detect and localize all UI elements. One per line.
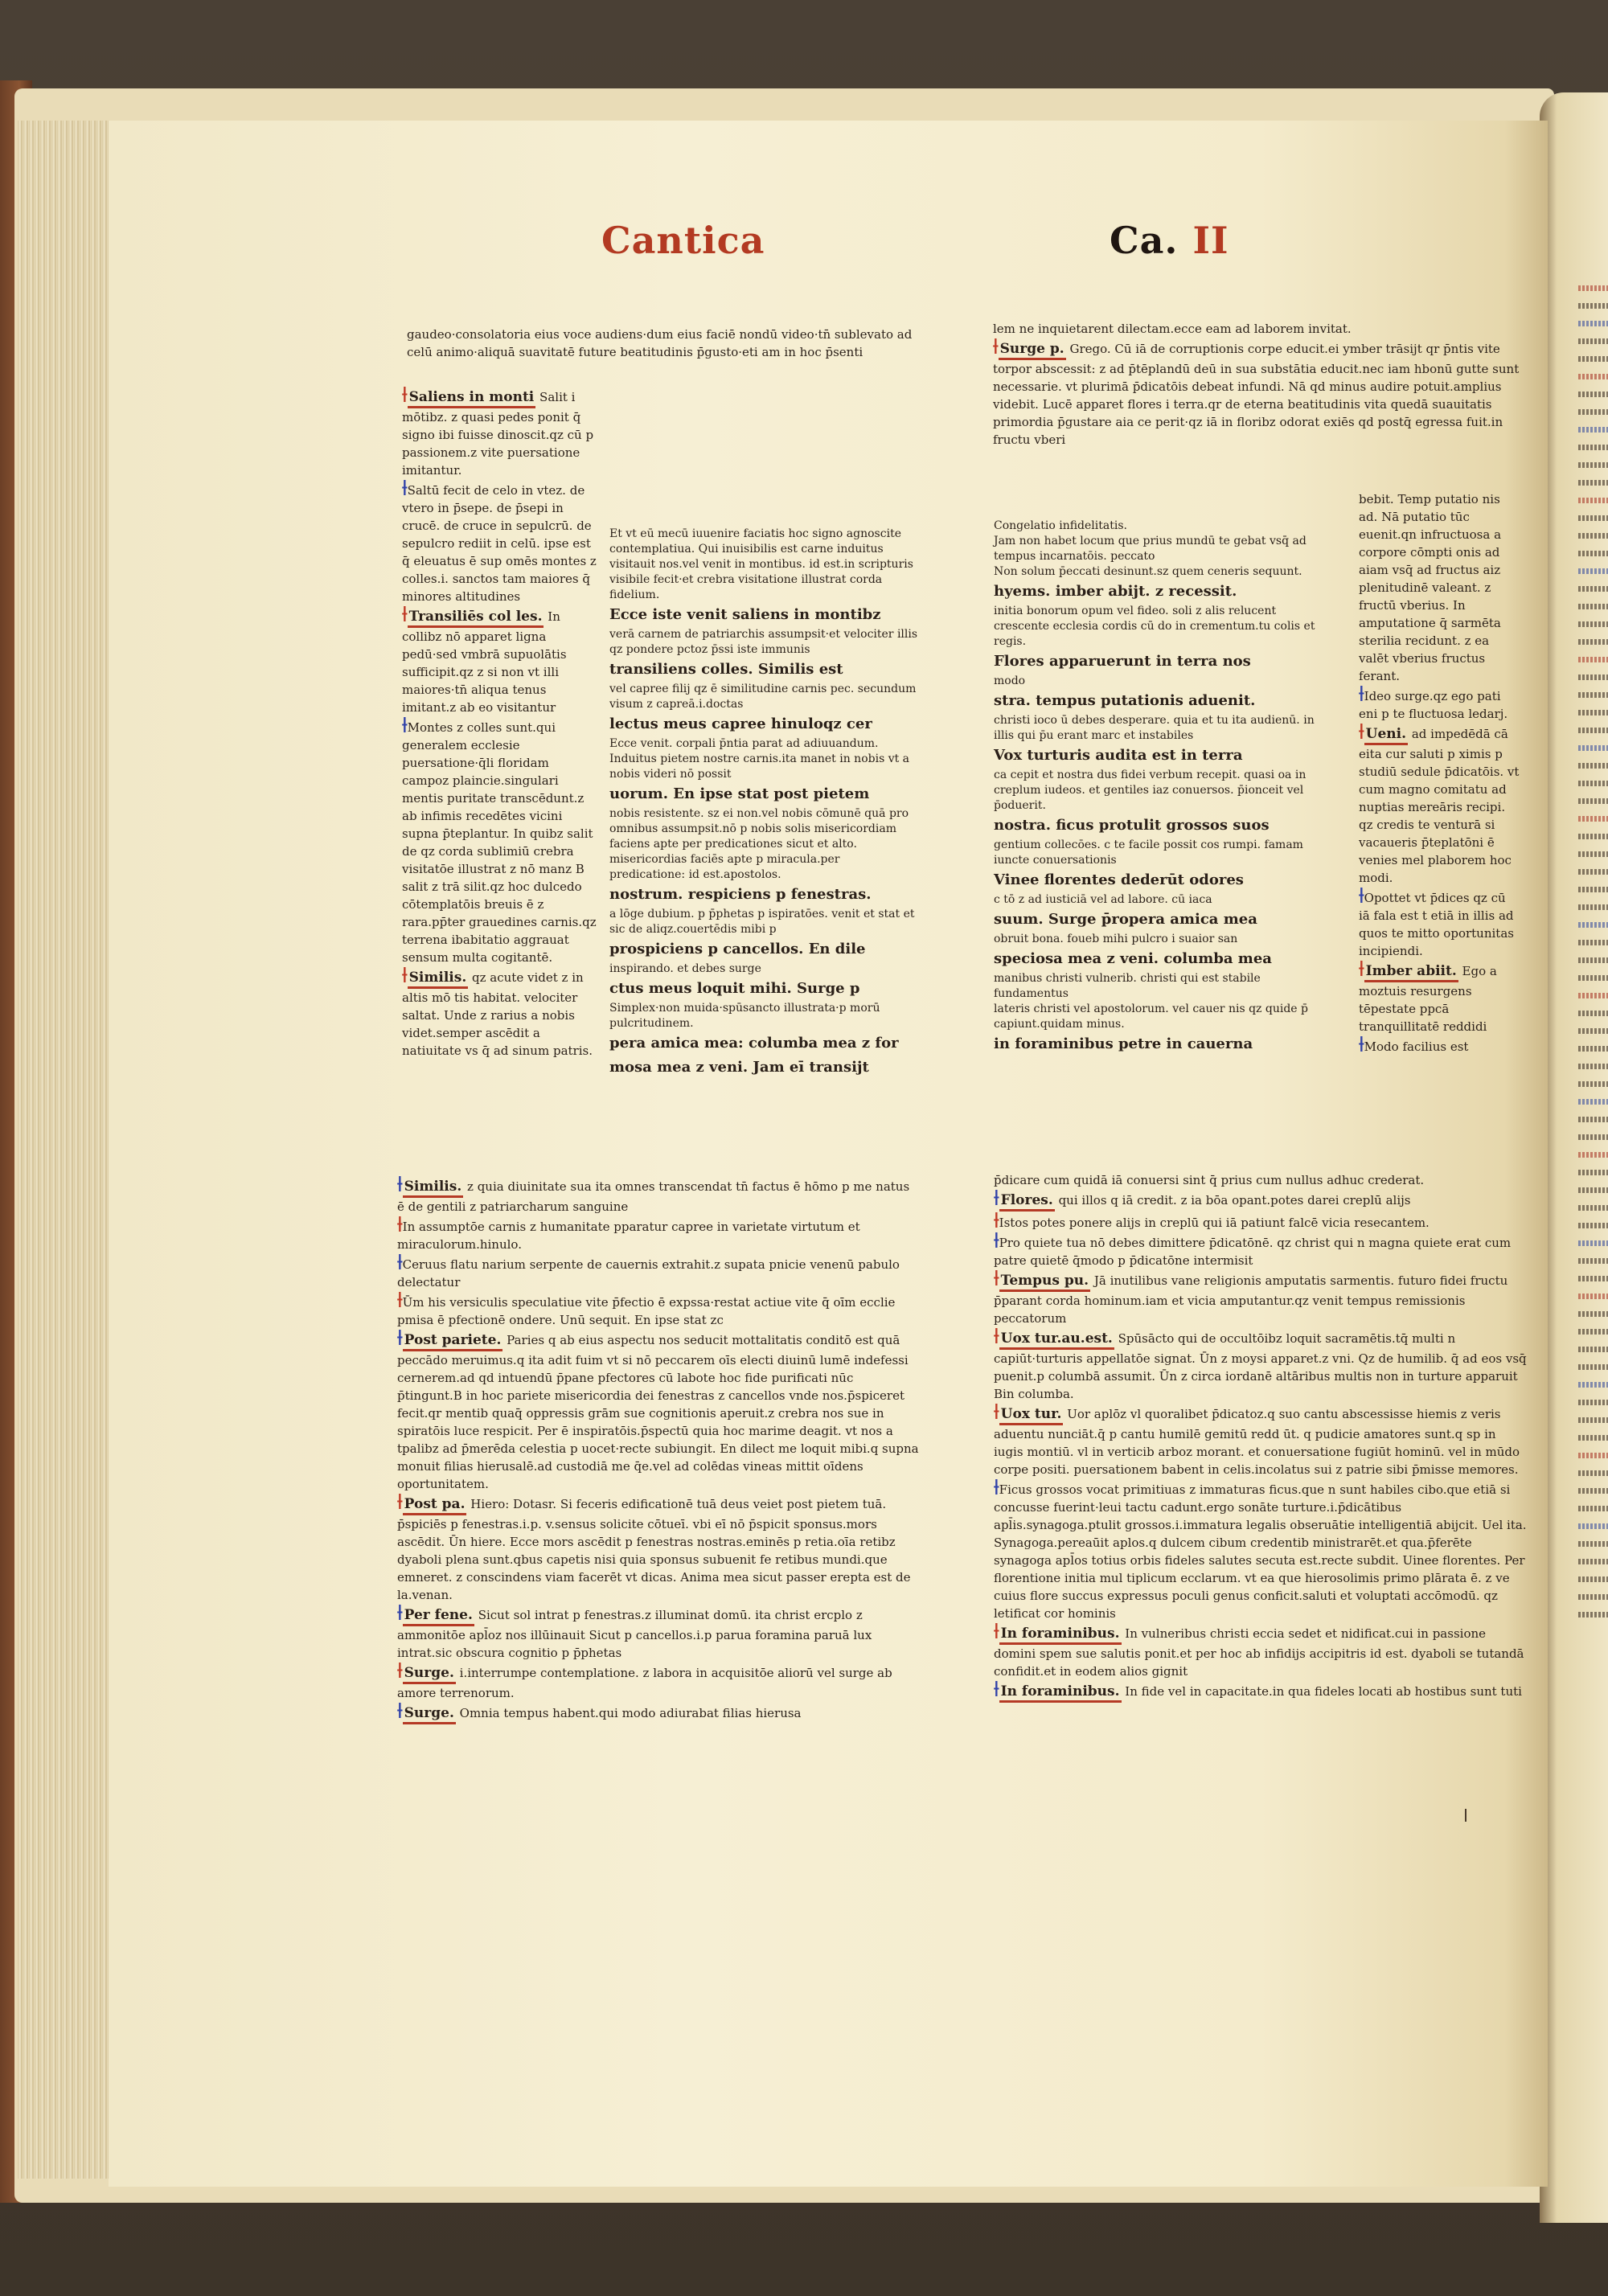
gloss-text: i.interrumpe contemplatione. z labora in acquisitōe aliorū vel surge ab amore terrenorum. (397, 1666, 892, 1700)
running-title-left (601, 219, 765, 262)
blue-initial: ⟊ (994, 1228, 999, 1253)
gloss-text: Ficus grossos vocat primitiuas z immaturas ficus.que n sunt habiles cibo.que etiā si concusse fuerint·leui tactu cadunt.ergo sonāte turture.i.p̄dicātibus apl̄is.synagoga.ptulit grossos.i.immatura legalis obseruātie intelligentiā abijcit. Uel ita. Synagoga.pereaūit aplos.q dulcem cibum credentib ministrarēt.et qua.p̄ferēte synagoga apl̄os totius orbis fideles salutes secuta est.recte subdit. Uinee florentes. Per florentione initia mul tiplicum ecclarum. vt ea que hierosolimis primo plārata ē. z ve cuius flore succus expressus poculi genus conficit.saluti et voluptati accōmodū. qz letificat cor hominis (994, 1482, 1527, 1621)
gloss-lemma: Surge. (403, 1704, 456, 1724)
main-text-column-left (609, 527, 919, 1080)
gloss-text: Salit i mōtibz. z quasi pedes ponit q̄ signo ibi fuisse dinoscit.qz cū p passionem.z vite puersatione imitantur. (402, 390, 594, 478)
interlinear-gloss: lateris christi vel apostolorum. vel cauer nis qz quide p̄ capiunt.quidam minus. (994, 1002, 1308, 1031)
gloss-text: In vulneribus christi eccia sedet et nidificat.cui in passione domini spem sue salutis ponit.et per hoc ab infidijs accipitris id est. dyaboli se tutandā confidit.et in eodem alios gignit (994, 1626, 1524, 1679)
gloss-lemma: Saliens in monti (408, 388, 536, 408)
main-text-line: nostrum. respiciens p fenestras. (609, 886, 872, 903)
main-text-line: suum. Surge p̄ropera amica mea (994, 911, 1257, 928)
gloss-text: Opottet vt p̄dices qz cū iā fala est t etiā in illis ad quos te mitto oportunitas incipiendi. (1359, 891, 1514, 958)
interlinear-gloss: Non solum p̄eccati desinunt.sz quem ceneris sequunt. (994, 565, 1302, 578)
main-text-line: mosa mea z veni. Jam eī transijt (609, 1059, 869, 1076)
gloss-text: Saltū fecit de celo in vtez. de vtero in p̄sepe. de p̄sepi in crucē. de cruce in sepulcrū. de sepulcro rediit in celū. ipse est q̄ eleuatus ē sup omēs montes z colles.i. sanctos tam maiores q̄ minores altitudines (402, 483, 597, 604)
gloss-text: Hiero: Dotasr. Si feceris edificationē tuā deus veiet post pietem tuā. p̄spiciēs p fenestras.i.p. v.sensus solicite cōtueī. vbi eī nō p̄spicit sponsus.mors ascēdit. Ūn hiere. Ecce mors ascēdit p fenestras nostras.eminēs p retia.oīa retibz dyaboli plena sunt.qbus capetis nisi quia sponsus subuenit fe retibus mundi.que emneret. z conscindens viam facerēt vt dicas. Anima mea sicut passer erepta est de la.venan. (397, 1497, 911, 1602)
gloss-paragraph (994, 1324, 1528, 1403)
gloss-paragraph (397, 1212, 920, 1253)
gloss-paragraph (402, 713, 599, 966)
interlinear-gloss: a lōge dubium. p p̄phetas p ispiratōes. venit et stat et sic de aliqz.couertēdis mibi p (609, 908, 915, 936)
gloss-text: Ūm his versiculis speculatiue vite p̄fectio ē expssa·restat actiue vite q̄ oīm ecclie pmisa ē pfectionē ondere. Unū sequit. En ipse stat zc (397, 1295, 896, 1327)
gloss-text: z quia diuinitate sua ita omnes transcendat tn̄ factus ē hōmo p me natus ē de gentili z patriarcharum sanguine (397, 1179, 910, 1214)
gloss-paragraph (397, 1250, 920, 1291)
interlinear-gloss: Et vt eū mecū iuuenire faciatis hoc signo agnoscite contemplatiua. Qui inuisibilis est carne induitus visitauit nos.vel venit in montibus. id est.in scripturis visibile fecit·et crebra visitatione illustrat corda fidelium. (609, 527, 913, 601)
blue-initial: ⟊ (397, 1250, 403, 1274)
gloss-text: Sicut sol intrat p fenestras.z illuminat domū. ita christ ercplo z ammonitōe apl̄oz nos illūinauit Sicut p cancellos.i.p parua foramina paruā lux intrat.sic obscura cognitio p p̄phetas (397, 1608, 872, 1660)
red-initial: ⟊ (397, 1658, 403, 1683)
main-text-column-right (994, 519, 1319, 1056)
gloss-paragraph (994, 1266, 1528, 1327)
gloss-lemma: Post pariete. (403, 1331, 503, 1351)
blue-initial: ⟊ (994, 1475, 999, 1499)
interlinear-gloss: Simplex·non muida·spūsancto illustrata·p morū pulcritudinem. (609, 1002, 880, 1030)
main-text-line: ctus meus loquit mihi. Surge p (609, 980, 860, 997)
gloss-lemma: Similis. (403, 1178, 464, 1198)
red-initial: ⟊ (397, 1212, 403, 1236)
interlinear-gloss: obruit bona. foueb mihi pulcro i suaior san (994, 933, 1238, 945)
red-initial: ⟊ (1359, 957, 1364, 981)
gloss-lemma: Uox tur. (999, 1405, 1064, 1425)
gloss-lemma: Surge p. (999, 340, 1066, 360)
red-initial: ⟊ (397, 1288, 403, 1312)
interlinear-gloss: Ecce venit. corpali p̄ntia parat ad adiuuandum. Induitus pietem nostre carnis.ita manet in nobis vt a nobis videri nō possit (609, 737, 910, 781)
gloss-paragraph (994, 1171, 1528, 1189)
main-text-line: pera amica mea: columba mea z for (609, 1035, 899, 1052)
gloss-text: Montes z colles sunt.qui generalem ecclesie puersatione·q̄li floridam campoz plaincie.singulari mentis puritate transcēdunt.z ab infimis recedētes vicini supna p̄teplantur. In quibz salit de qz corda sublimiū crebra visitatōe illustrat z nō manz B salit z trā silit.qz hoc dulcedo cōtemplatōis breuis ē z rara.pp̄ter grauedines carnis.qz terrena ibabitatio aggrauat sensum multa cogitantē. (402, 720, 597, 965)
main-text-line: prospiciens p cancellos. En dile (609, 941, 866, 957)
main-text-line: Vinee florentes dederūt odores (994, 871, 1244, 888)
red-initial: ⟊ (402, 383, 408, 407)
main-text-line: Vox turturis audita est in terra (994, 747, 1243, 764)
red-initial: ⟊ (1359, 720, 1364, 744)
gloss-paragraph (1359, 1032, 1520, 1056)
chapter-numeral: II (1192, 219, 1229, 262)
gloss-text: Spūsācto qui de occultōibz loquit sacramētis.tq̄ multi n capiūt·turturis appellatōe signat. Ūn z moysi apparet.z vni. Qz de humilib. q̄ ad eos vsq̄ puenit.p columbā assumit. Ūn z circa iordanē altāribus multis non in turture apparuit Bin columba. (994, 1331, 1527, 1401)
red-initial: ⟊ (402, 963, 408, 987)
gloss-top-right (993, 320, 1528, 449)
gloss-paragraph (993, 320, 1528, 338)
gloss-lemma: Tempus pu. (999, 1272, 1090, 1292)
gloss-paragraph (397, 1658, 920, 1702)
interlinear-gloss: modo (994, 674, 1026, 687)
interlinear-gloss: gentium collecōes. c te facile possit cos rumpi. famam iuncte conuersationis (994, 838, 1303, 867)
gloss-paragraph (1359, 884, 1520, 960)
gloss-text: Pro quiete tua nō debes dimittere p̄dicatōnē. qz christ qui n magna quiete erat cum patre quietē q̄modo p p̄dicatōne intermisit (994, 1236, 1512, 1268)
interlinear-gloss: inspirando. et debes surge (609, 962, 761, 975)
gloss-paragraph (397, 1699, 920, 1724)
main-text-line: in foraminibus petre in cauerna (994, 1035, 1253, 1052)
gloss-paragraph (402, 602, 599, 716)
gloss-paragraph (397, 1288, 920, 1329)
gloss-paragraph (994, 1400, 1528, 1478)
gloss-paragraph (994, 1619, 1528, 1680)
gloss-text: Grego. Cū iā de corruptionis corpe educit.ei ymber trāsijt qr p̄ntis vite torpor abscessit: z ad p̄tēplandū deū in sua substātia educit.nec iam hbonū gutte sunt necessarie. vt plurimā p̄dicatōis debeat infundi. Nā qd minus audire potuit.amplius videbit. Lucē apparet flores i terra.qr de eterna beatitudinis vita quedā suauitatis primordia p̄gustare aia ce perit·qz iā in floribz odorat exiēs qd postq̄ egressa fuit.in fructu vberi (993, 342, 1520, 447)
gloss-text: In fide vel in capacitate.in qua fideles locati ab hostibus sunt tuti (1125, 1684, 1522, 1699)
blue-initial: ⟊ (994, 1677, 999, 1701)
gloss-lemma: In foraminibus. (999, 1625, 1122, 1645)
gloss-lemma: Similis. (408, 969, 469, 989)
gloss-paragraph (402, 476, 599, 605)
blue-initial: ⟊ (397, 1699, 403, 1723)
main-text-line: lectus meus capree hinuloqz cer (609, 715, 872, 732)
gloss-bottom-left (397, 1172, 920, 1724)
red-initial: ⟊ (994, 1619, 999, 1643)
blue-initial: ⟊ (397, 1326, 403, 1350)
gloss-middle-right (1359, 490, 1520, 1056)
interlinear-gloss: manibus christi vulnerib. christi qui est stabile fundamentus (994, 972, 1261, 1000)
gloss-paragraph (397, 1601, 920, 1662)
blue-initial: ⟊ (1359, 884, 1364, 908)
interlinear-gloss: ca cepit et nostra dus fidei verbum recepit. quasi oa in creplum iudeos. et gentiles iaz conuersos. p̄ionceit vel p̄oduerit. (994, 769, 1306, 812)
interlinear-gloss: Congelatio infidelitatis. (994, 519, 1127, 532)
gloss-text: Uor aplōz vl quoralibet p̄dicatoz.q suo cantu abscessisse hiemis z veris aduentu nunciāt.q̄ p cantu humilē gemitū redd ūt. q pudicie amatores sunt.q sp in iugis montiū. vl in verticib arboz morant. et conuersatione fugiūt hominū. vel in mūdo corpe positi. puersationem babent in celis.incolatus sui z patrie sibi p̄misse memores. (994, 1407, 1520, 1477)
gloss-paragraph (993, 334, 1528, 449)
main-text-line: transiliens colles. Similis est (609, 661, 843, 678)
gloss-text: qz acute videt z in altis mō tis habitat. velociter saltat. Unde z rarius a nobis videt.semper ascēdit a natiuitate vs q̄ ad sinum patris. (402, 970, 593, 1058)
gloss-text: p̄dicare cum quidā iā conuersi sint q̄ prius cum nullus adhuc crederat. (994, 1173, 1425, 1187)
gloss-lemma: Flores. (999, 1191, 1055, 1212)
red-initial: ⟊ (994, 1208, 999, 1232)
gloss-lemma: Imber abiit. (1364, 962, 1458, 982)
interlinear-gloss: initia bonorum opum vel fideo. soli z alis relucent crescente ecclesia cordis cū do in crementum.tu colis et regis. (994, 605, 1315, 648)
gloss-text: Ceruus flatu narium serpente de cauernis extrahit.z supata pnicie venenū pabulo delectatur (397, 1257, 900, 1289)
gloss-text: Paries q ab eius aspectu nos seducit mottalitatis conditō est quā peccādo meruimus.q ita adit fuim vt si nō peccarem oīs electi diuinū lumē indefessi cernerem.ad qd intuendū p̄pane pfectores cū labote hoc fide purificati nūc p̄tingunt.B in hoc pariete misericordia dei fenestras z cancellos vnde nos.p̄spiceret fecit.qr mentib quaq̄ oppressis grām sue cognitionis aperuit.z crebra nos sue in spiratōis luce respicit. Per ē inspiratōis.p̄spectū quia hoc marime deagit. vt nos a tpalibz ad p̄merēda celestia p uocet·recte subiungit. En dilect me loquit mibi.q supna monuit filias hierusalē.ad custodiā me q̄e.vel ad colēdas vineas mittit oīdens oportunitatem. (397, 1333, 919, 1491)
gloss-text: qui illos q iā credit. z ia bōa opant.potes darei creplū alijs (1058, 1193, 1411, 1207)
gloss-lemma: Per fene. (403, 1606, 474, 1626)
gloss-lemma: Surge. (403, 1664, 456, 1684)
interlinear-gloss: christi ioco ū debes desperare. quia et tu ita audienū. in illis qui p̄u erant marc et instabiles (994, 714, 1315, 742)
gloss-paragraph (994, 1228, 1528, 1269)
gloss-bottom-right (994, 1171, 1528, 1703)
gloss-text: In assumptōe carnis z humanitate pparatur capree in varietate virtutum et miraculorum.hinulo. (397, 1220, 860, 1252)
gloss-paragraph (397, 1172, 920, 1216)
gloss-lemma: Transiliēs col les. (408, 608, 544, 628)
blue-initial: ⟊ (1359, 682, 1364, 706)
blue-initial: ⟊ (402, 713, 408, 737)
gloss-text: Omnia tempus habent.qui modo adiurabat filias hierusa (459, 1706, 802, 1720)
gloss-lemma: Ueni. (1364, 725, 1408, 745)
main-text-line: speciosa mea z veni. columba mea (994, 950, 1272, 967)
gloss-paragraph (1359, 957, 1520, 1035)
blue-initial: ⟊ (397, 1601, 403, 1625)
running-title-right (1110, 219, 1229, 262)
interlinear-gloss: vel capree filij qz ē similitudine carnis pec. secundum visum z capreā.i.doctas (609, 683, 917, 711)
red-initial: ⟊ (994, 1324, 999, 1348)
main-text-line: uorum. En ipse stat post pietem (609, 785, 870, 802)
blue-initial: ⟊ (1359, 1032, 1364, 1056)
gloss-text: Ideo surge.qz ego pati eni p te fluctuosa ledarj. (1359, 689, 1508, 721)
gloss-paragraph: bebit. Temp putatio nis ad. Nā putatio tūc euenit.qn infructuosa a corpore cōmpti onis ad aiam vsq̄ ad fructus aiz plenitudinē valeant. z fructū vberius. In amputatione q̄ sarmēta sterilia recidunt. z ea valēt vberius fructus ferant. (1359, 492, 1502, 683)
gloss-text: ad impedēdā cā eita cur saluti p ximis p studiū sedule p̄dicatōis. vt cum magno comitatu ad nuptias mereāris recipi. qz credis te venturā si vacaueris p̄teplatōni ē venies mel plaborem hoc modi. (1359, 727, 1520, 885)
main-text-line: nostra. ficus protulit grossos suos (994, 817, 1270, 834)
main-text-line: Ecce iste venit saliens in montibz (609, 606, 881, 623)
gloss-paragraph (402, 383, 599, 479)
gloss-text: lem ne inquietarent dilectam.ecce eam ad laborem invitat. (993, 322, 1352, 336)
gloss-paragraph (1359, 720, 1520, 887)
interlinear-gloss: c tō z ad iusticiā vel ad labore. cū iaca (994, 893, 1212, 906)
gloss-paragraph (397, 1490, 920, 1604)
gloss-paragraph (994, 1208, 1528, 1232)
gloss-text: Jā inutilibus vane religionis amputatis sarmentis. futuro fidei fructu p̄parant corda hominum.iam et vicia amputantur.qz venit tempus remissionis peccatorum (994, 1273, 1508, 1326)
gloss-paragraph (1359, 682, 1520, 723)
blue-initial: ⟊ (402, 476, 408, 500)
gloss-paragraph (402, 963, 599, 1060)
gloss-text: Istos potes ponere alijs in creplū qui iā patiunt falcē vicia resecantem. (999, 1216, 1430, 1230)
red-initial: ⟊ (994, 1266, 999, 1290)
blue-initial: ⟊ (994, 1186, 999, 1210)
interlinear-gloss: Jam non habet locum que prius mundū te gebat vsq̄ ad tempus incarnatōis. peccato (994, 535, 1306, 563)
blue-initial: ⟊ (397, 1172, 403, 1196)
gloss-top-left (407, 326, 921, 361)
gloss-paragraph (994, 1186, 1528, 1212)
red-initial: ⟊ (397, 1490, 403, 1514)
running-title-chapter: Ca. (1110, 219, 1179, 262)
gloss-text: In collibz nō apparet ligna pedū·sed vmbrā supuolātis sufficipit.qz z si non vt illi maiores·tn̄ aliqua tenus imitant.z ab eo visitantur (402, 609, 567, 715)
gloss-lemma: In foraminibus. (999, 1683, 1122, 1703)
page-fore-edge (18, 121, 114, 2179)
running-title-text: Cantica (601, 219, 765, 262)
gloss-middle-left (402, 383, 599, 1060)
gloss-paragraph: gaudeo·consolatoria eius voce audiens·dum eius faciē nondū video·tn̄ sublevato ad celū animo·aliquā suavitatē future beatitudinis p̄gusto·eti am in hoc p̄senti (407, 327, 913, 359)
interlinear-gloss: verā carnem de patriarchis assumpsit·et velociter illis qz pondere pctoz p̄ssi iste immunis (609, 628, 918, 656)
main-text-line: stra. tempus putationis aduenit. (994, 692, 1256, 709)
gloss-lemma: Uox tur.au.est. (999, 1330, 1114, 1350)
red-initial: ⟊ (402, 602, 408, 626)
gloss-paragraph (994, 1677, 1528, 1703)
main-text-line: Flores apparuerunt in terra nos (994, 653, 1251, 670)
red-initial: ⟊ (993, 334, 999, 359)
facing-page-edge (1540, 92, 1608, 2223)
gloss-paragraph (397, 1326, 920, 1493)
interlinear-gloss: nobis resistente. sz ei non.vel nobis cōmunē quā pro omnibus assumpsit.nō p nobis solis misericordiam faciens apte per predicationes sicut et alto. misericordias faciēs apte p miracula.per predicatione: id est.apostolos. (609, 807, 909, 881)
signature-mark (1465, 1809, 1466, 1822)
gloss-paragraph (994, 1475, 1528, 1622)
gloss-lemma: Post pa. (403, 1495, 467, 1515)
main-text-line: hyems. imber abijt. z recessit. (994, 583, 1237, 600)
gloss-text: Modo facilius est (1364, 1039, 1469, 1054)
red-initial: ⟊ (994, 1400, 999, 1424)
gloss-text: Ego a moztuis resurgens tēpestate ppcā tranquillitatē reddidi (1359, 964, 1497, 1034)
